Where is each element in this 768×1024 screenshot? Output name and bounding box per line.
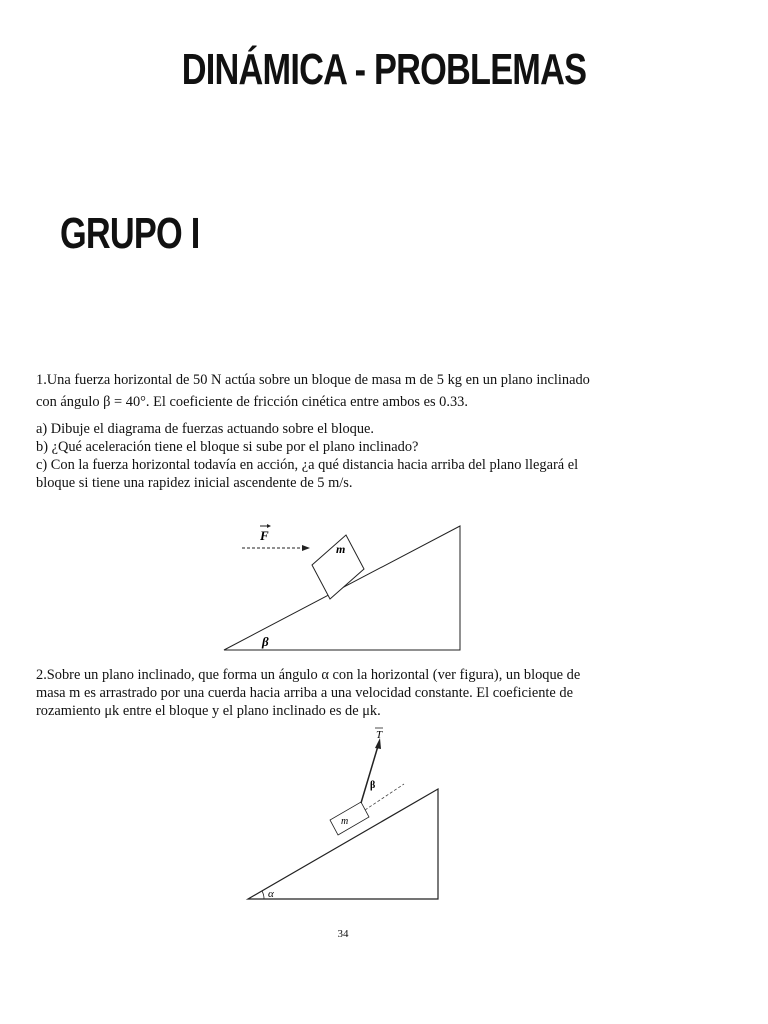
incline-plane-2	[248, 789, 438, 899]
incline-diagram-2	[244, 724, 444, 904]
force-arrow-head	[302, 545, 310, 551]
angle-arc	[262, 891, 264, 899]
section-title: GRUPO I	[60, 209, 200, 258]
problem-1-figure	[220, 518, 470, 663]
page-title: DINÁMICA - PROBLEMAS	[181, 45, 587, 94]
rope-angle-label: β	[370, 780, 376, 791]
incline-angle-label: α	[268, 888, 274, 900]
tension-label: T	[376, 729, 383, 741]
problem-2-line-3: rozamiento μk entre el bloque y el plano inclinado es de μk.	[36, 703, 381, 719]
problem-1-question-c-line-1: c) Con la fuerza horizontal todavía en acción, ¿a qué distancia hacia arriba del plano llegará el	[36, 457, 579, 473]
problem-1-questions	[36, 420, 658, 492]
mass-label: m	[336, 542, 346, 556]
problem-1-question-c-line-2: bloque si tiene una rapidez inicial ascendente de 5 m/s.	[36, 475, 353, 491]
page-number: 34	[337, 928, 349, 940]
mass-label-2: m	[341, 816, 349, 827]
problem-1-line-2: con ángulo β = 40°. El coeficiente de fricción cinética entre ambos es 0.33.	[36, 394, 468, 410]
angle-label: β	[262, 634, 269, 649]
vector-arrowhead-icon	[267, 524, 271, 528]
problem-2-line-1: 2.Sobre un plano inclinado, que forma un ángulo α con la horizontal (ver figura), un bloque de	[36, 667, 581, 683]
problem-2-line-2: masa m es arrastrado por una cuerda hacia arriba a una velocidad constante. El coeficiente de	[36, 685, 573, 701]
tension-arrow-line	[361, 746, 378, 803]
problem-1-question-a: a) Dibuje el diagrama de fuerzas actuando sobre el bloque.	[36, 421, 375, 437]
block-2	[330, 802, 369, 835]
problem-1-line-1: 1.Una fuerza horizontal de 50 N actúa sobre un bloque de masa m de 5 kg en un plano inclinado	[36, 372, 590, 388]
problem-1-statement	[36, 371, 658, 411]
problem-1-question-b: b) ¿Qué aceleración tiene el bloque si sube por el plano inclinado?	[36, 439, 419, 455]
force-label: F	[260, 528, 269, 543]
incline-diagram-1	[220, 518, 470, 658]
problem-2-statement	[36, 666, 658, 720]
problem-2-figure	[244, 724, 444, 909]
